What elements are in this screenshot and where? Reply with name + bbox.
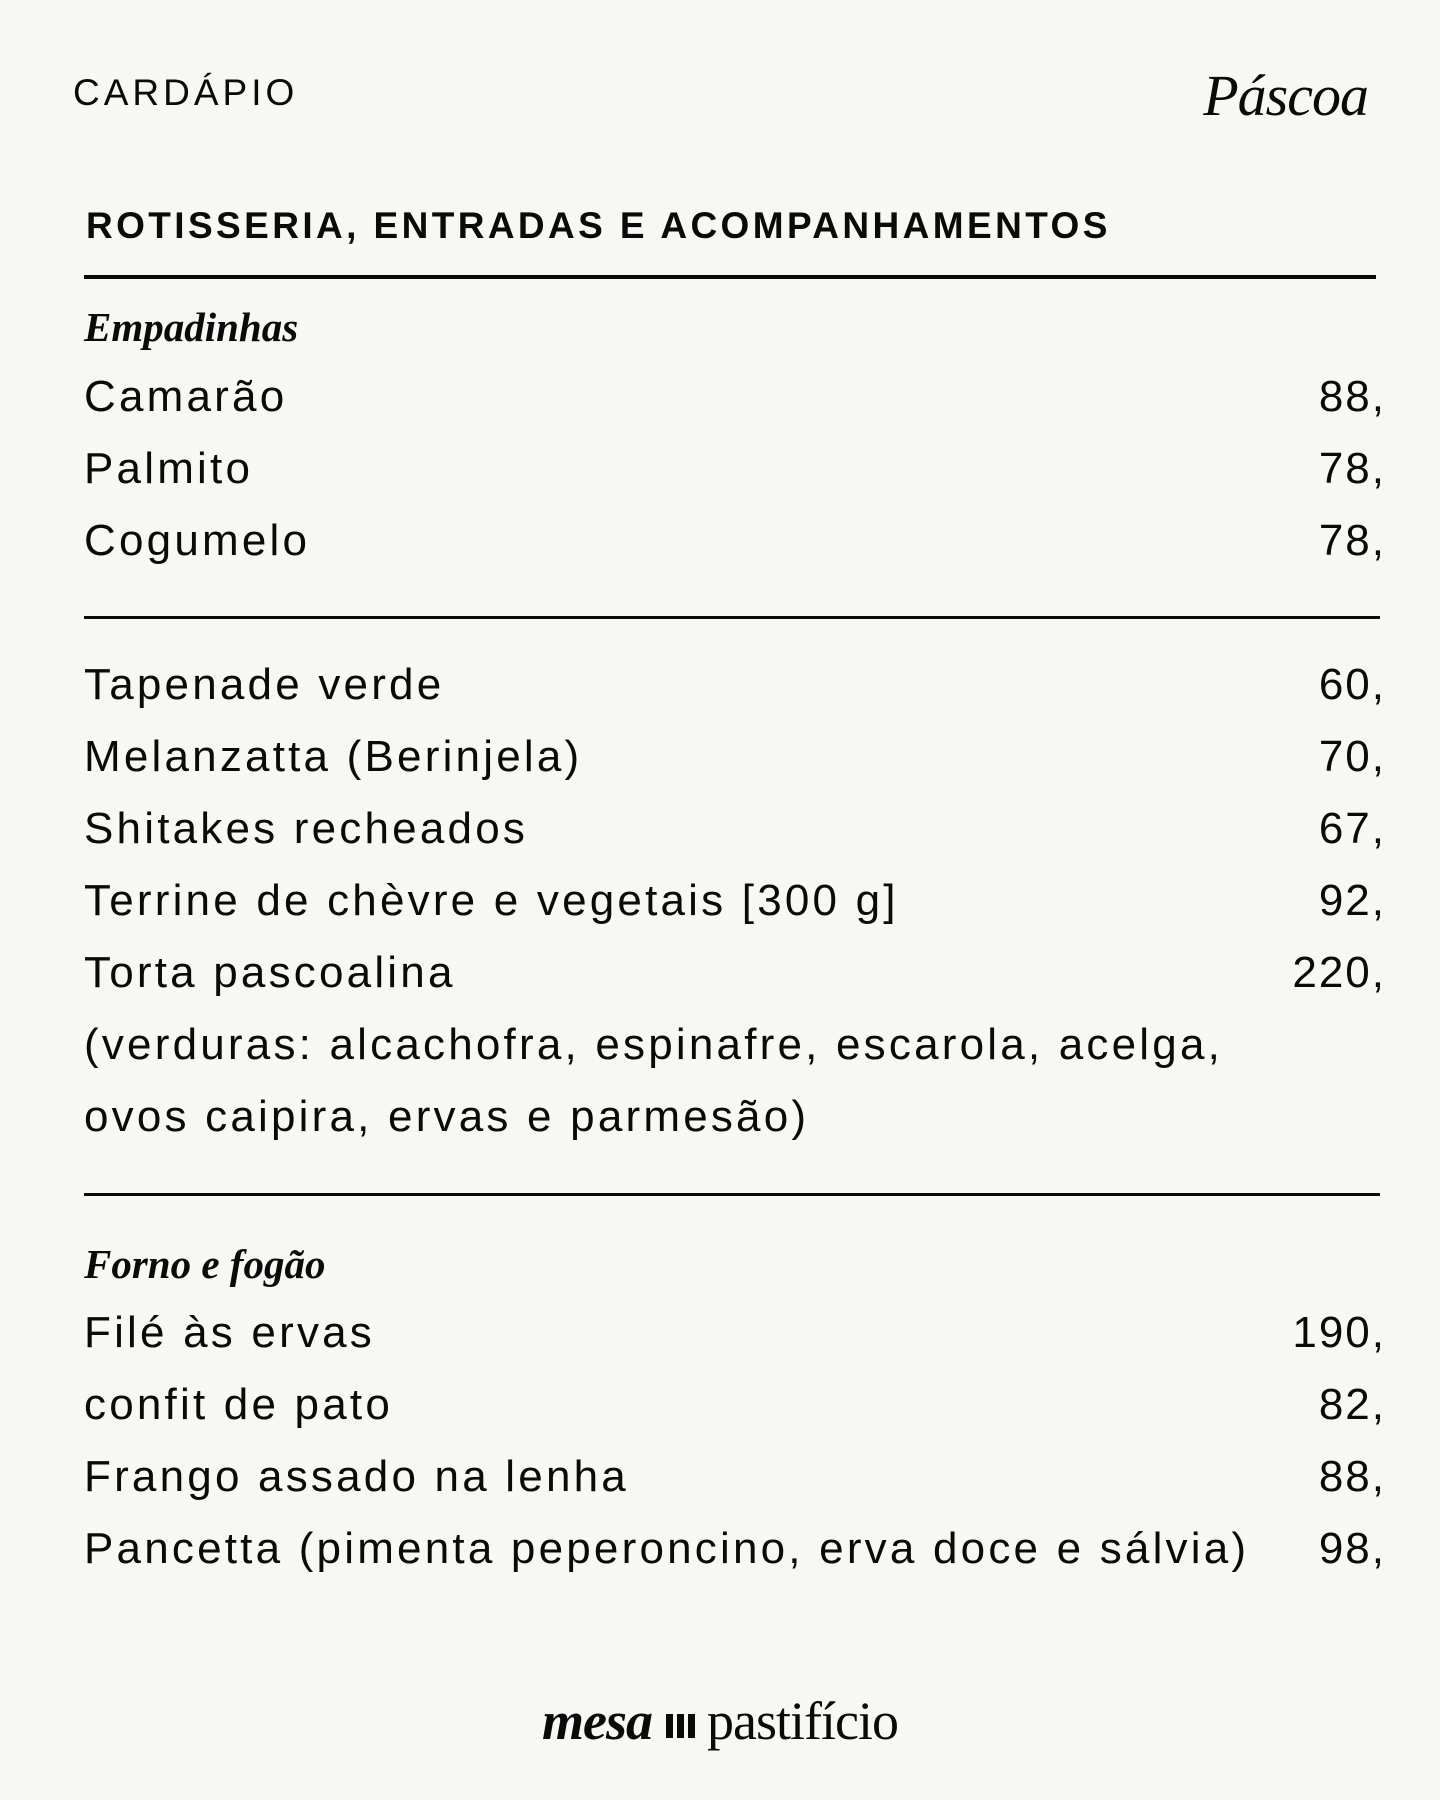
menu-item (84, 1308, 1386, 1358)
menu-item (84, 444, 1386, 494)
item-price: 78, (1318, 516, 1386, 565)
item-price: 92, (1318, 876, 1386, 925)
header-cardapio: CARDÁPIO (73, 72, 299, 113)
menu-item (84, 948, 1386, 998)
item-name: Frango assado na lenha (84, 1452, 629, 1501)
menu-item (84, 876, 1386, 926)
item-name: Filé às ervas (84, 1308, 376, 1357)
item-price: 220, (1292, 948, 1386, 997)
item-name: Terrine de chèvre e vegetais [300 g] (84, 876, 899, 925)
item-description-line: ovos caipira, ervas e parmesão) (84, 1092, 810, 1141)
menu-item (84, 516, 1386, 566)
menu-item (84, 1452, 1386, 1502)
divider (84, 616, 1380, 619)
item-name: Pancetta (pimenta peperoncino, erva doce e sálvia) (84, 1524, 1250, 1573)
item-price: 78, (1318, 444, 1386, 493)
item-price: 98, (1318, 1524, 1386, 1573)
item-name: Camarão (84, 372, 288, 421)
logo-bars-icon (666, 1714, 695, 1738)
item-name: Tapenade verde (84, 660, 445, 709)
logo-pastificio: pastifício (707, 1691, 898, 1751)
item-name: Cogumelo (84, 516, 311, 565)
menu-item (84, 804, 1386, 854)
section-title: ROTISSERIA, ENTRADAS E ACOMPANHAMENTOS (86, 205, 1111, 246)
divider (84, 1193, 1380, 1196)
item-price: 67, (1318, 804, 1386, 853)
header-pascoa: Páscoa (1203, 63, 1368, 128)
item-name: Melanzatta (Berinjela) (84, 732, 583, 781)
brand-logo (0, 1690, 1440, 1752)
group-title-forno-e-fogao: Forno e fogão (84, 1241, 326, 1287)
item-name: Shitakes recheados (84, 804, 529, 853)
menu-item (84, 1380, 1386, 1430)
item-price: 88, (1318, 372, 1386, 421)
logo-mesa: mesa (542, 1691, 653, 1751)
item-price: 82, (1318, 1380, 1386, 1429)
item-description-line: (verduras: alcachofra, espinafre, escarola, acelga, (84, 1020, 1224, 1069)
item-name: confit de pato (84, 1380, 393, 1429)
menu-item (84, 372, 1386, 422)
item-price: 60, (1318, 660, 1386, 709)
item-name: Torta pascoalina (84, 948, 456, 997)
item-name: Palmito (84, 444, 254, 493)
menu-item (84, 660, 1386, 710)
menu-item (84, 732, 1386, 782)
group-title-empadinhas: Empadinhas (84, 304, 299, 350)
item-price: 190, (1292, 1308, 1386, 1357)
divider (84, 275, 1376, 279)
item-price: 70, (1318, 732, 1386, 781)
item-price: 88, (1318, 1452, 1386, 1501)
menu-item (84, 1524, 1386, 1574)
